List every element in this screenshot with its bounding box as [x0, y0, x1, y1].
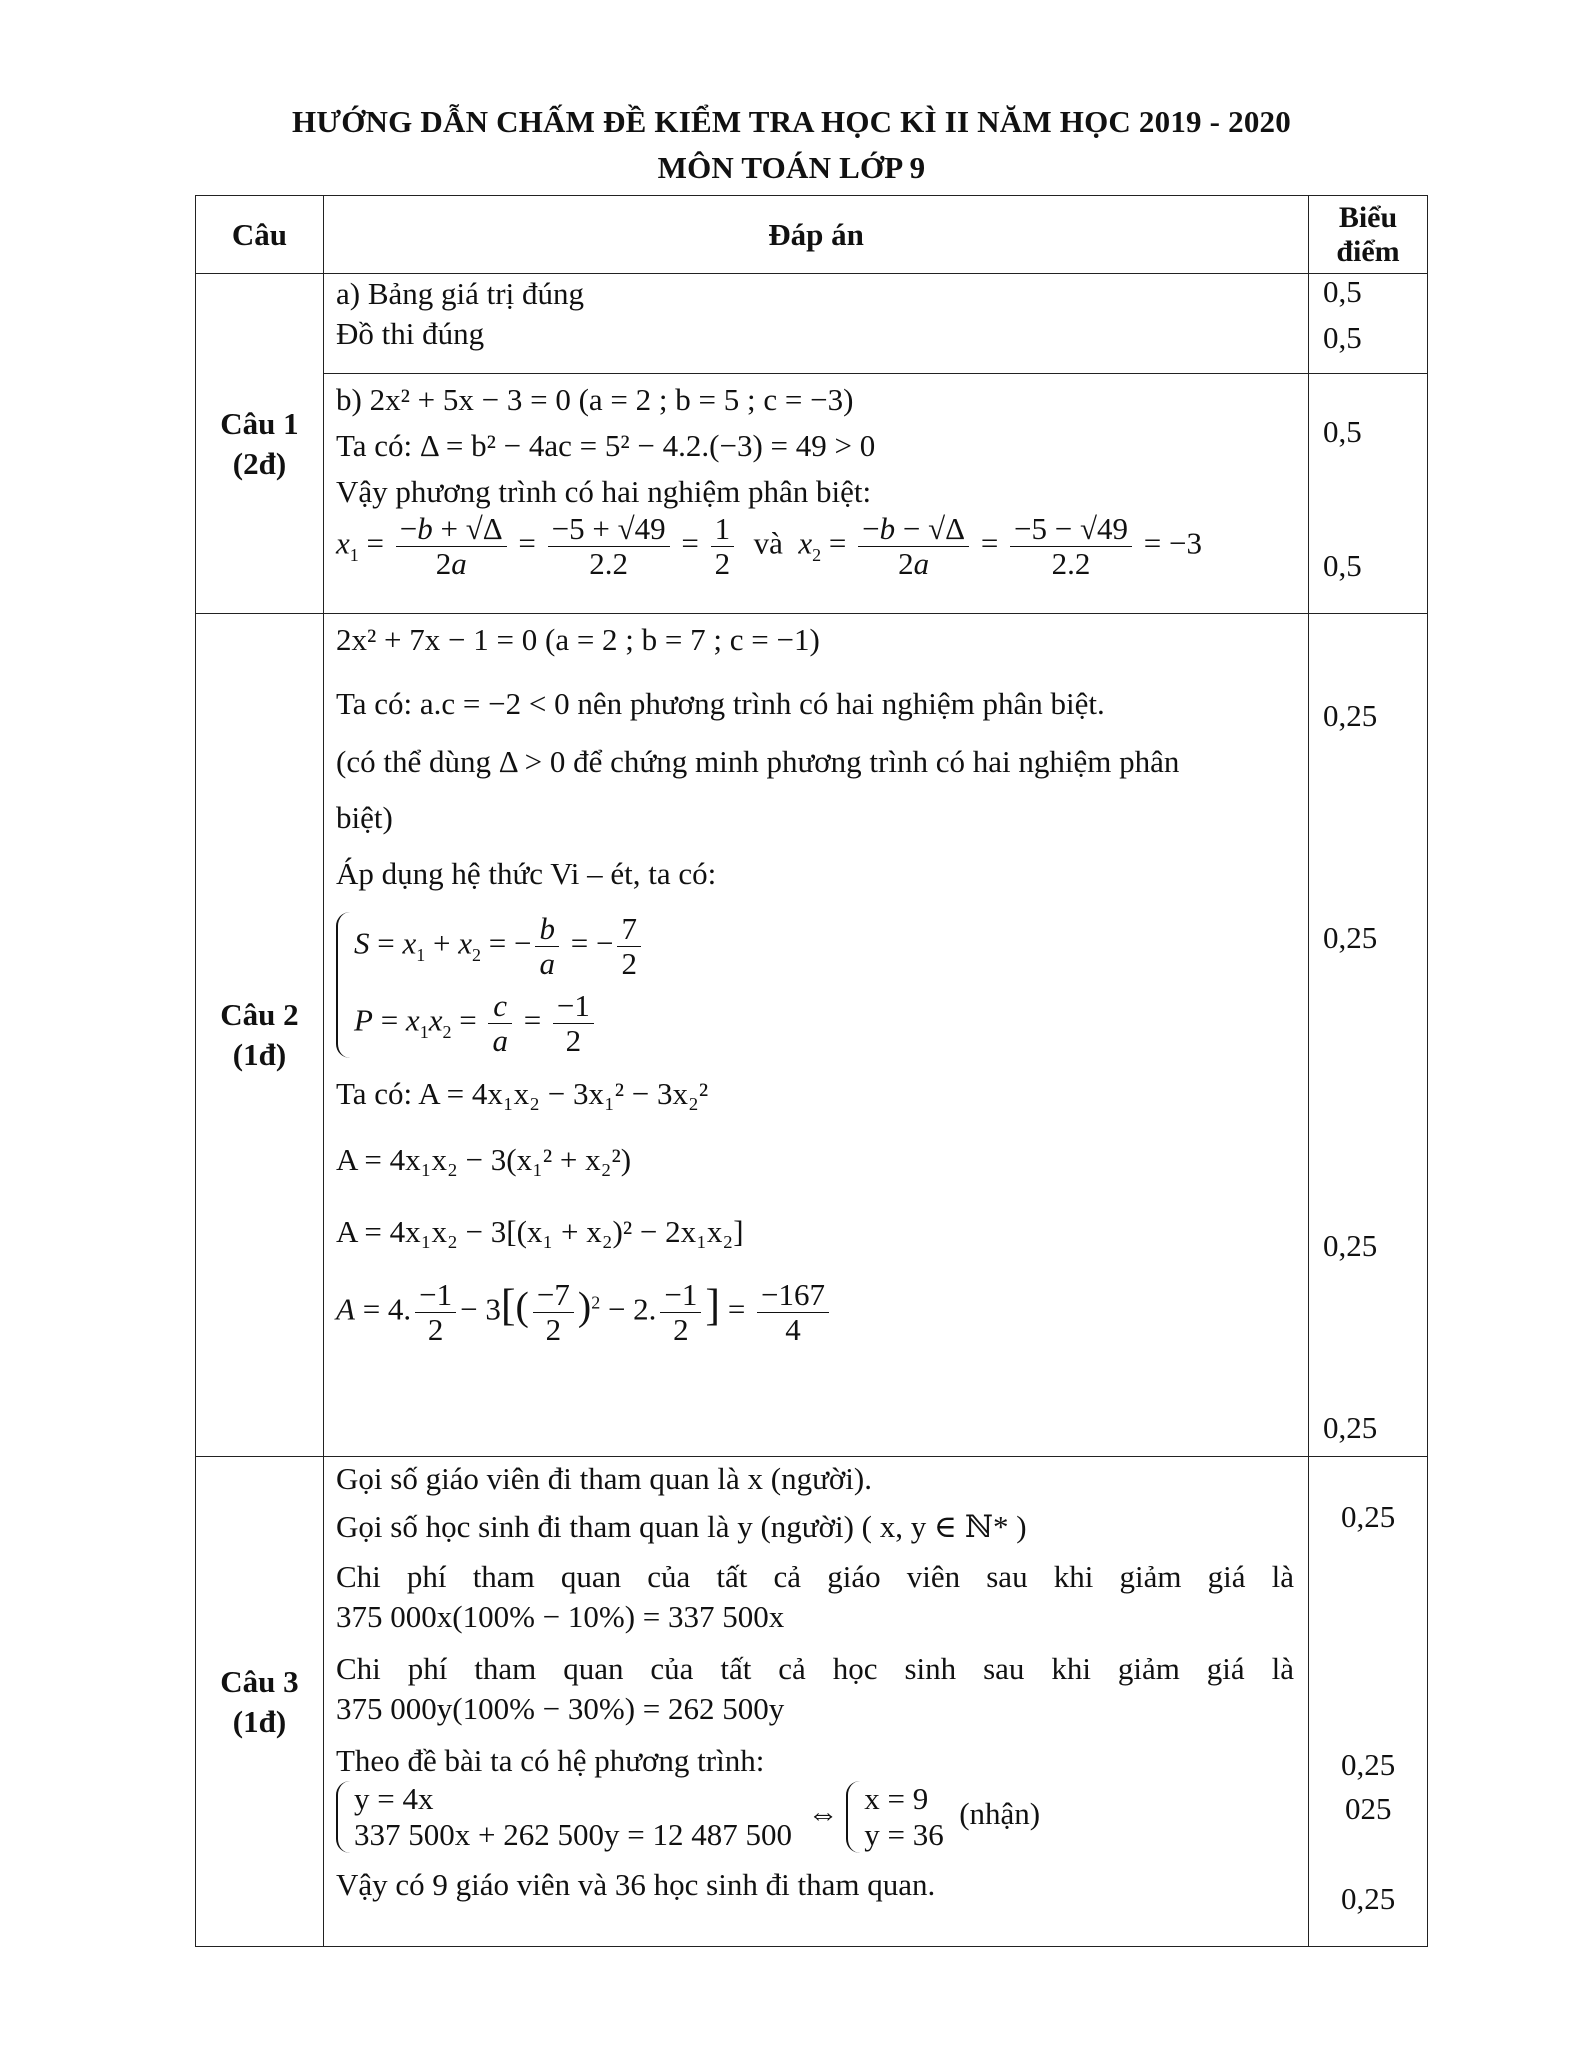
cau2-answer	[324, 614, 1309, 1457]
cau3-line2: Gọi số học sinh đi tham quan là y (người) ( x, y ∈ ℕ* )	[336, 1509, 1027, 1544]
cau2-score2: 0,25	[1323, 920, 1378, 955]
cau1-points: (2đ)	[232, 445, 287, 481]
cau1-b-eq: b) 2x² + 5x − 3 = 0 (a = 2 ; b = 5 ; c = −3)	[336, 382, 854, 417]
header-bieu-diem: Biểu điểm	[1309, 196, 1428, 274]
cau3-equiv: ⇔	[807, 1796, 839, 1832]
cau1-a-line1: a) Bảng giá trị đúng	[336, 276, 584, 311]
cau1-b-score1: 0,5	[1323, 414, 1362, 449]
cau2-line1: Ta có: a.c = −2 < 0 nên phương trình có hai nghiệm phân biệt.	[336, 686, 1105, 721]
cau3-points: (1đ)	[232, 1703, 287, 1739]
cau2-line3: biệt)	[336, 800, 393, 835]
cau3-line1: Gọi số giáo viên đi tham quan là x (người).	[336, 1461, 872, 1496]
cau1-b-answer	[324, 374, 1309, 614]
cau3-score2: 0,25	[1341, 1747, 1396, 1782]
cau2-score1: 0,25	[1323, 698, 1378, 733]
cau2-line6: A = 4x₁x₂ − 3(x₁² + x₂²)	[336, 1142, 632, 1177]
cau3-line6: 375 000y(100% − 30%) = 262 500y	[336, 1691, 785, 1726]
cau3-sys2-row2: y = 36	[864, 1817, 944, 1852]
cau2-label: Câu 2	[220, 997, 299, 1032]
cau2-points: (1đ)	[232, 1037, 287, 1072]
cau3-answer	[324, 1457, 1309, 1947]
document-subtitle: MÔN TOÁN LỚP 9	[657, 150, 926, 185]
cau2-score4: 0,25	[1323, 1410, 1378, 1445]
cau3-line5: Chi phí tham quan của tất cả học sinh sau khi giảm giá là	[336, 1651, 1294, 1686]
cau3-sys1-row1: y = 4x	[354, 1781, 434, 1816]
cau1-b-scores	[1309, 374, 1428, 614]
cau2-line2: (có thể dùng Δ > 0 để chứng minh phương trình có hai nghiệm phân	[336, 744, 1180, 779]
header-dap-an: Đáp án	[324, 196, 1309, 274]
cau3-sys1-row2: 337 500x + 262 500y = 12 487 500	[354, 1817, 792, 1852]
cau2-final-calc: A = 4. $\frac{-1}{2}$ − 3[( $\frac{-7}{2}$ )$^2$ − 2. $\frac{-1}{2}$ ] = $\frac{-167}{4}$	[336, 1278, 1294, 1347]
cau3-line7: Theo đề bài ta có hệ phương trình:	[336, 1743, 765, 1778]
cau3-sys2-row1: x = 9	[864, 1781, 929, 1816]
cau2-eq: 2x² + 7x − 1 = 0 (a = 2 ; b = 7 ; c = −1)	[336, 622, 820, 657]
cau1-b-and: và	[753, 525, 783, 561]
header-cau: Câu	[196, 196, 324, 274]
cau1-a-line2: Đồ thi đúng	[336, 316, 485, 351]
cau2-score3: 0,25	[1323, 1228, 1378, 1263]
cau1-b-text: Vậy phương trình có hai nghiệm phân biệt:	[336, 474, 872, 509]
cau1-a-scores	[1309, 274, 1428, 374]
cau1-b-delta: Ta có: Δ = b² − 4ac = 5² − 4.2.(−3) = 49 > 0	[336, 428, 876, 463]
cau1-label: Câu 1	[220, 405, 299, 441]
cau1-b-roots: $x_1$ = $\frac{-b + √\Delta}{2a}$ = $\frac{-5 + √49}{2.2}$ = $\frac{1}{2}$ và $x_2$ = $\frac{-b - √\Delta}{2a}$ = $\frac{-5 - √49}{2.2}$ = −3	[336, 511, 1202, 581]
document-title: HƯỚNG DẪN CHẤM ĐỀ KIỂM TRA HỌC KÌ II NĂM HỌC 2019 - 2020	[292, 104, 1291, 139]
cau2-line7: A = 4x₁x₂ − 3[(x₁ + x₂)² − 2x₁x₂]	[336, 1214, 744, 1249]
cau3-score3: 025	[1345, 1791, 1392, 1826]
cau2-line4: Áp dụng hệ thức Vi – ét, ta có:	[336, 856, 717, 891]
cau3-system	[336, 1781, 1294, 1853]
cau2-line5: Ta có: A = 4x₁x₂ − 3x₁² − 3x₂²	[336, 1076, 709, 1111]
cau3-label: Câu 3	[220, 1663, 299, 1699]
cau1-b-score2: 0,5	[1323, 548, 1362, 583]
cau1-label-cell	[196, 274, 324, 614]
cau1-a-score1: 0,5	[1323, 274, 1362, 309]
cau1-a-score2: 0,5	[1323, 320, 1362, 355]
cau3-label-cell	[196, 1457, 324, 1947]
cau3-scores	[1309, 1457, 1428, 1947]
cau3-line8: Vậy có 9 giáo viên và 36 học sinh đi tham quan.	[336, 1867, 936, 1902]
cau2-vieta-system: $S = x_1 + x_2$ = − $\frac{b}{a}$ = − $\frac{7}{2}$ $P = x_1x_2$ = $\frac{c}{a}$ = $\frac{-1}{2}$	[336, 912, 1294, 1058]
cau2-label-cell	[196, 614, 324, 1457]
grading-table	[195, 195, 1428, 1947]
cau3-score4: 0,25	[1341, 1881, 1396, 1916]
cau3-line3: Chi phí tham quan của tất cả giáo viên sau khi giảm giá là	[336, 1559, 1294, 1594]
cau3-score1: 0,25	[1341, 1499, 1396, 1534]
cau2-scores	[1309, 614, 1428, 1457]
cau3-accept: (nhận)	[959, 1796, 1041, 1832]
cau3-line4: 375 000x(100% − 10%) = 337 500x	[336, 1599, 785, 1634]
cau1-a-answer	[324, 274, 1309, 374]
